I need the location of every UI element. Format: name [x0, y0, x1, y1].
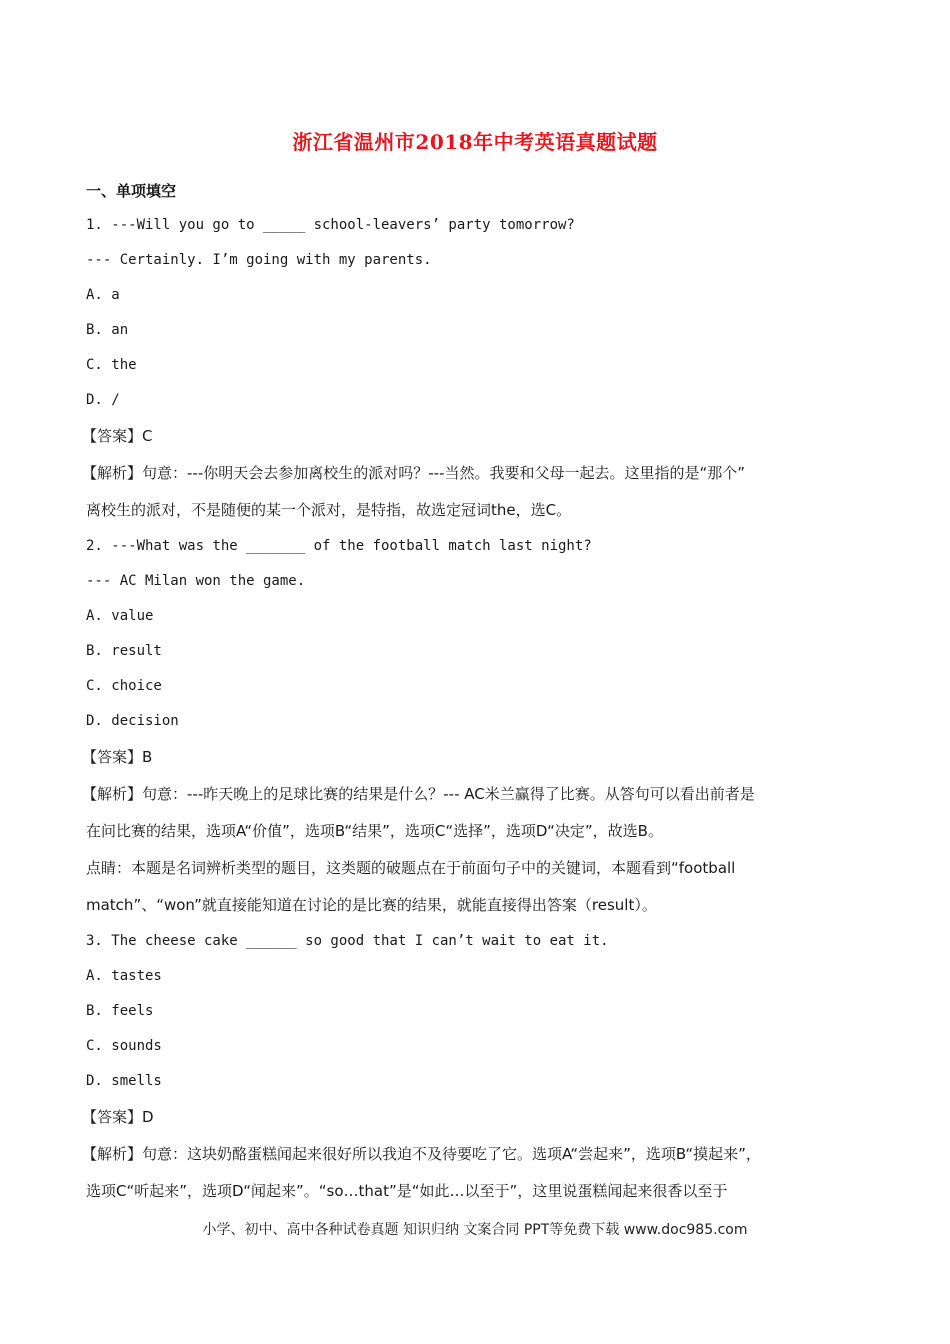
document-line: 【解析】句意：---昨天晚上的足球比赛的结果是什么？--- AC米兰赢得了比赛。从答句可以看出前者是 [82, 785, 755, 803]
document-line: B. an [86, 322, 129, 338]
page-footer: 小学、初中、高中各种试卷真题 知识归纳 文案合同 PPT等免费下载 www.doc985.com [202, 1222, 748, 1238]
document-line: 【答案】D [82, 1108, 154, 1126]
document-body [82, 208, 886, 1210]
document-line: 选项C“听起来”，选项D“闻起来”。“so…that”是“如此…以至于”，这里说蛋糕闻起来很香以至于 [86, 1182, 728, 1200]
document-line: C. choice [86, 678, 162, 694]
document-line: match”、“won”就直接能知道在讨论的是比赛的结果，就能直接得出答案（result）。 [86, 896, 657, 914]
document-line: 离校生的派对，不是随便的某一个派对，是特指，故选定冠词the，选C。 [86, 501, 572, 519]
document-line: B. feels [86, 1003, 154, 1019]
document-line: 1. ---Will you go to _____ school-leavers’ party tomorrow? [86, 217, 575, 233]
section-heading: 一、单项填空 [86, 182, 177, 200]
document-line: 3. The cheese cake ______ so good that I can’t wait to eat it. [86, 933, 609, 949]
document-line: 2. ---What was the _______ of the football match last night? [86, 538, 592, 554]
page-title: 浙江省温州市2018年中考英语真题试题 [292, 130, 658, 154]
document-line: C. the [86, 357, 137, 373]
document-line: A. value [86, 608, 154, 624]
document-line: --- Certainly. I’m going with my parents. [86, 252, 432, 268]
document-line: A. a [86, 287, 120, 303]
document-line: --- AC Milan won the game. [86, 573, 306, 589]
document-line: 在问比赛的结果，选项A“价值”，选项B“结果”，选项C“选择”，选项D“决定”，故选B。 [86, 822, 663, 840]
document-line: 【答案】B [82, 748, 153, 766]
document-line: 【解析】句意：---你明天会去参加离校生的派对吗？---当然。我要和父母一起去。这里指的是“那个” [82, 464, 746, 482]
document-line: B. result [86, 643, 162, 659]
document-line: D. decision [86, 713, 179, 729]
document-line: D. / [86, 392, 120, 408]
document-line: C. sounds [86, 1038, 162, 1054]
document-line: 【答案】C [82, 427, 153, 445]
document-line: 【解析】句意：这块奶酪蛋糕闻起来很好所以我迫不及待要吃了它。选项A“尝起来”，选项B“摸起来”， [82, 1145, 761, 1163]
document-line: A. tastes [86, 968, 162, 984]
document-line: 点睛：本题是名词辨析类型的题目，这类题的破题点在于前面句子中的关键词，本题看到“football [86, 859, 736, 877]
document-line: D. smells [86, 1073, 162, 1089]
